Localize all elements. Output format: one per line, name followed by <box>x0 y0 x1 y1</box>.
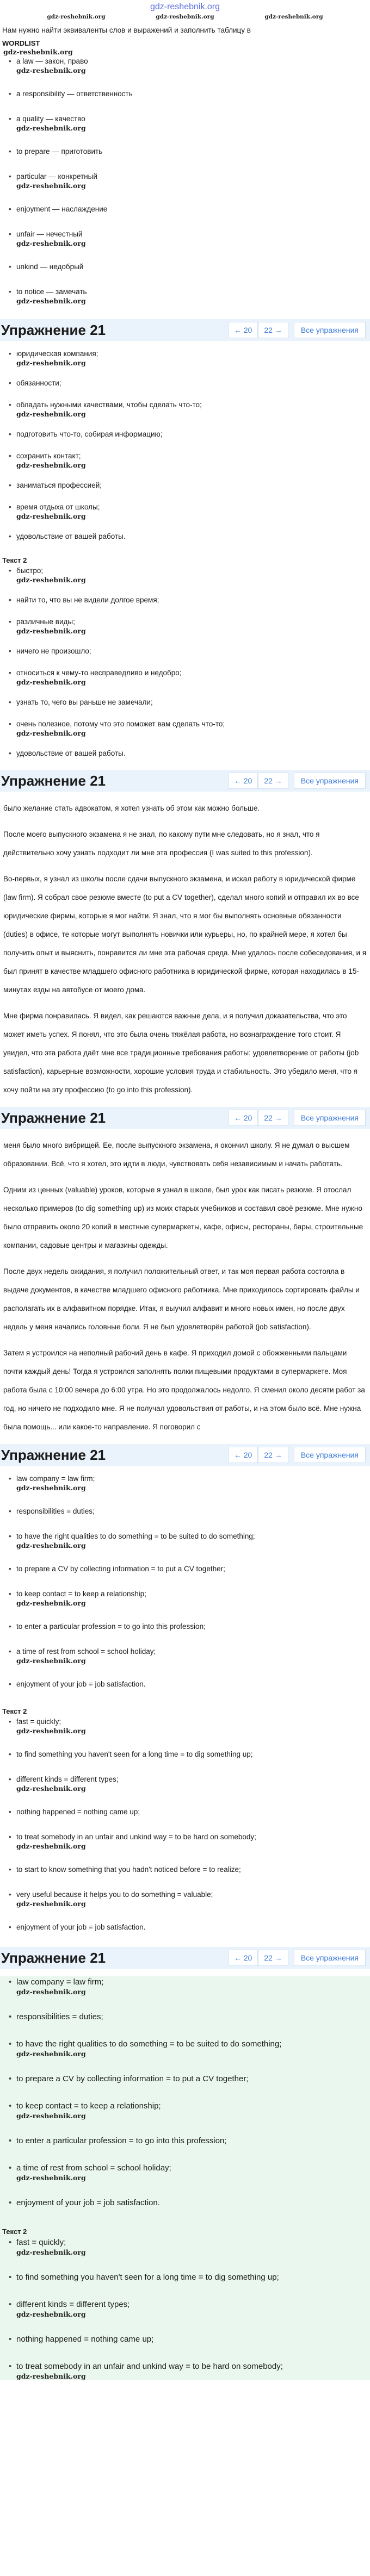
exercise-title: Упражнение 21 <box>1 1949 106 1966</box>
list-item <box>8 1621 370 1632</box>
list-item <box>8 1749 370 1760</box>
wordlist-label: WORDLIST <box>2 39 40 47</box>
next-exercise-button[interactable]: 22 → <box>258 322 288 338</box>
exercise-nav-banner <box>0 1444 370 1466</box>
list-item <box>8 56 370 74</box>
list-item-text: to start to know something that you hadn't noticed before = to realize; <box>16 1865 241 1874</box>
list-item <box>8 697 370 708</box>
list-item-text: to have the right qualities to do something = to be suited to do something; <box>16 1532 255 1540</box>
list-item <box>8 2334 370 2345</box>
list-item-text: to prepare a CV by collecting information = to put a CV together; <box>16 1565 225 1573</box>
list-item-text: different kinds = different types; <box>16 2300 130 2309</box>
watermark: gdz-reshebnik.org <box>16 359 86 367</box>
watermark: gdz-reshebnik.org <box>16 576 86 584</box>
list-item <box>8 1679 370 1690</box>
pager <box>228 1447 366 1463</box>
list-item <box>8 2011 370 2023</box>
pager <box>228 1110 366 1126</box>
prev-exercise-button[interactable]: ← 20 <box>228 1110 258 1126</box>
list-item <box>8 480 370 491</box>
list-item <box>8 2272 370 2283</box>
watermark: gdz-reshebnik.org <box>16 512 86 520</box>
list-item <box>8 2197 370 2209</box>
list-item <box>8 2073 370 2085</box>
list-item-text: to keep contact = to keep a relationship; <box>16 1590 147 1598</box>
paragraph: было желание стать адвокатом, я хотел узнать об этом как можно больше. <box>3 804 260 812</box>
exercise-nav-banner <box>0 319 370 341</box>
paragraph: меня было много вибрищей. Ее, после выпускного экзамена, я окончил школу. Я не думал о высшем образовании. Всё, что я хотел, это идти в люди, чувствовать себя независимым и начать работать. <box>3 1141 350 1168</box>
watermark: gdz-reshebnik.org <box>3 48 73 56</box>
list-item-text: удовольствие от вашей работы. <box>16 532 126 540</box>
text2-label: Текст 2 <box>2 556 27 564</box>
text1-list <box>0 349 370 542</box>
exercise-nav-banner <box>0 1107 370 1129</box>
list-item <box>8 646 370 657</box>
list-item-text: найти то, что вы не видели долгое время; <box>16 596 159 604</box>
list-item-text: очень полезное, потому что это поможет вам сделать что-то; <box>16 720 225 728</box>
list-item-text: to prepare — приготовить <box>16 147 103 155</box>
watermark: gdz-reshebnik.org <box>16 297 86 305</box>
list-item-text: to treat somebody in an unfair and unkind way = to be hard on somebody; <box>16 1833 256 1841</box>
list-item <box>8 1716 370 1735</box>
list-item-text: fast = quickly; <box>16 1718 61 1726</box>
wordlist <box>0 56 370 305</box>
watermark: gdz-reshebnik.org <box>16 1599 86 1607</box>
exercise-title: Упражнение 21 <box>1 1109 106 1126</box>
list-item-text: ничего не произошло; <box>16 647 91 655</box>
exercise-nav-banner <box>0 770 370 792</box>
watermark: gdz-reshebnik.org <box>16 66 86 74</box>
watermark: gdz-reshebnik.org <box>16 678 86 686</box>
list-item-text: обладать нужными качествами, чтобы сделать что-то; <box>16 401 202 409</box>
list-item-text: unkind — недобрый <box>16 263 84 271</box>
list-item-text: to enter a particular profession = to go into this profession; <box>16 1622 206 1631</box>
exercise-nav-banner <box>0 1947 370 1969</box>
list-item-text: nothing happened = nothing came up; <box>16 1808 140 1816</box>
list-item-text: a time of rest from school = school holiday; <box>16 2163 171 2173</box>
story-part-2 <box>0 1136 370 1436</box>
watermark: gdz-reshebnik.org <box>16 1657 86 1665</box>
list-item <box>8 287 370 305</box>
list-item-text: a quality — качество <box>16 115 85 123</box>
watermark: gdz-reshebnik.org <box>16 1842 86 1850</box>
list-item <box>8 1807 370 1818</box>
answers-text2 <box>0 1716 370 1933</box>
list-item <box>8 2237 370 2256</box>
list-item <box>8 595 370 606</box>
pager <box>228 1950 366 1966</box>
list-item <box>8 378 370 389</box>
list-item-text: enjoyment of your job = job satisfaction. <box>16 2198 160 2207</box>
list-item <box>8 1976 370 1996</box>
all-exercises-button[interactable]: Все упражнения <box>294 773 366 789</box>
prev-exercise-button[interactable]: ← 20 <box>228 773 258 789</box>
list-item <box>8 1646 370 1665</box>
list-item <box>8 1922 370 1933</box>
watermark: gdz-reshebnik.org <box>16 1727 86 1735</box>
list-item-text: to keep contact = to keep a relationship; <box>16 2101 161 2111</box>
pager <box>228 322 366 338</box>
list-item-text: обязанности; <box>16 379 61 387</box>
text2-list <box>0 565 370 759</box>
all-exercises-button[interactable]: Все упражнения <box>294 322 366 338</box>
list-item <box>8 2299 370 2318</box>
answers-text2-highlighted <box>0 2237 370 2380</box>
watermark: gdz-reshebnik.org <box>16 2112 86 2120</box>
highlighted-answers <box>0 1976 370 2380</box>
list-item-text: юридическая компания; <box>16 350 98 358</box>
all-exercises-button[interactable]: Все упражнения <box>294 1110 366 1126</box>
next-exercise-button[interactable]: 22 → <box>258 1950 288 1966</box>
list-item-text: very useful because it helps you to do something = valuable; <box>16 1890 213 1899</box>
list-item <box>8 531 370 542</box>
paragraph: После двух недель ожидания, я получил положительный ответ, и так моя первая работа состояла в выдаче документов, в качестве младшего офисного работника. Мне приходилось сортировать файлы и располагать их в алфавитном порядке. Итак, я выучил алфавит и много новых имен, но после двух недель у меня начались головные боли. Я не был удовлетворён работой (job satisfaction). <box>3 1267 360 1331</box>
list-item <box>8 2100 370 2120</box>
list-item-text: nothing happened = nothing came up; <box>16 2335 154 2344</box>
all-exercises-button[interactable]: Все упражнения <box>294 1950 366 1966</box>
list-item-text: a responsibility — ответственность <box>16 90 133 98</box>
next-exercise-button[interactable]: 22 → <box>258 773 288 789</box>
watermark: gdz-reshebnik.org <box>16 239 86 247</box>
list-item <box>8 2135 370 2147</box>
list-item <box>8 502 370 520</box>
list-item <box>8 451 370 469</box>
answers-text1-highlighted <box>0 1976 370 2209</box>
list-item <box>8 400 370 418</box>
list-item-text: to prepare a CV by collecting information = to put a CV together; <box>16 2074 249 2083</box>
watermark: gdz-reshebnik.org <box>16 461 86 469</box>
watermark: gdz-reshebnik.org <box>16 410 86 418</box>
watermark: gdz-reshebnik.org <box>16 2310 86 2318</box>
watermark: gdz-reshebnik.org <box>16 2372 86 2380</box>
paragraph: Во-первых, я узнал из школы после сдачи выпускного экзамена, и искал работу в юридической фирме (law firm). Я собрал свое резюме вместе (to put a CV together), сделал много копий и отправил их во все юридические фирмы, которые я мог найти. Я знал, что я мог бы выполнять основные обязанности (duties) в офисе, те которые могут выполнять новички или курьеры, но, по крайней мере, я хотел бы получить опыт и выяснить, понравится ли мне эта рабочая среда. Мне удалось после собеседования, и я был принят в качестве младшего офисного работника в юридической фирме, которая находилась в 15-минутах езды на автобусе от моего дома. <box>3 875 367 994</box>
list-item-text: unfair — нечестный <box>16 230 83 238</box>
next-exercise-button[interactable]: 22 → <box>258 1110 288 1126</box>
list-item <box>8 262 370 272</box>
list-item <box>8 1564 370 1575</box>
watermark: gdz-reshebnik.org <box>16 182 86 190</box>
list-item <box>8 1473 370 1492</box>
watermark: gdz-reshebnik.org <box>16 1484 86 1492</box>
exercise-title: Упражнение 21 <box>1 772 106 789</box>
list-item-text: узнать то, чего вы раньше не замечали; <box>16 698 153 706</box>
list-item-text: относиться к чему-то несправедливо и недобро; <box>16 669 182 677</box>
list-item <box>8 565 370 584</box>
list-item-text: сохранить контакт; <box>16 452 81 460</box>
story-part-1 <box>0 799 370 1099</box>
watermark: gdz-reshebnik.org <box>16 1988 86 1996</box>
watermark: gdz-reshebnik.org <box>47 14 106 20</box>
paragraph: Затем я устроился на неполный рабочий день в кафе. Я приходил домой с обожженными пальцами почти каждый день! Тогда я устроился заполнять полки пищевыми продуктами в супермаркете. Моя работа была с 10:00 вечера до 6:00 утра. Но это продолжалось недолго. Я сменил около десяти работ за год, но ничего не подходило мне. Я не получал удовольствия от работы, и на этом было всё. Мне нужна была помощь... или какое-то направление. Я поговорил с <box>3 1349 365 1431</box>
watermark: gdz-reshebnik.org <box>16 1541 86 1550</box>
watermark: gdz-reshebnik.org <box>16 1900 86 1908</box>
list-item-text: подготовить что-то, собирая информацию; <box>16 430 163 438</box>
watermark: gdz-reshebnik.org <box>16 124 86 132</box>
watermark: gdz-reshebnik.org <box>264 14 323 20</box>
list-item <box>8 2038 370 2058</box>
watermark: gdz-reshebnik.org <box>16 729 86 737</box>
list-item <box>8 114 370 132</box>
list-item <box>8 1531 370 1550</box>
text2-label: Текст 2 <box>2 1707 27 1715</box>
watermark: gdz-reshebnik.org <box>16 1784 86 1793</box>
list-item-text: law company = law firm; <box>16 1977 104 1987</box>
list-item-text: to find something you haven't seen for a long time = to dig something up; <box>16 1750 253 1758</box>
list-item <box>8 1506 370 1517</box>
watermark: gdz-reshebnik.org <box>156 14 214 20</box>
all-exercises-button[interactable]: Все упражнения <box>294 1447 366 1463</box>
paragraph: Мне фирма понравилась. Я видел, как решаются важные дела, и я получил доказательства, что это может иметь успех. Я понял, что это была очень тяжёлая работа, но вознаграждение того стоит. Я увидел, что эта работа даёт мне все традиционные требования работы: удовлетворение от работы (job satisfaction), карьерные возможности, хорошие условия труда и стабильность. Это убедило меня, что я хочу пойти на эту профессию (to go into this profession). <box>3 1012 359 1094</box>
list-item-text: a law — закон, право <box>16 57 88 65</box>
list-item-text: particular — конкретный <box>16 172 97 181</box>
list-item-text: enjoyment of your job = job satisfaction. <box>16 1680 146 1688</box>
pager <box>228 773 366 789</box>
intro-text: Нам нужно найти эквиваленты слов и выражений и заполнить таблицу в <box>2 26 251 34</box>
prev-exercise-button[interactable]: ← 20 <box>228 1447 258 1463</box>
list-item-text: to find something you haven't seen for a long time = to dig something up; <box>16 2273 279 2282</box>
watermark-row <box>0 13 370 21</box>
list-item-text: время отдыха от школы; <box>16 503 100 511</box>
list-item-text: быстро; <box>16 567 44 575</box>
watermark: gdz-reshebnik.org <box>16 2174 86 2182</box>
list-item <box>8 89 370 99</box>
list-item <box>8 171 370 190</box>
watermark: gdz-reshebnik.org <box>16 2248 86 2256</box>
list-item <box>8 429 370 440</box>
paragraph: Одним из ценных (valuable) уроков, которые я узнал в школе, был урок как писать резюме. Я отослал несколько примеров (to dig something up) из моих старых учебников и составил своё резюме. Мне нужно было отправить около 20 копий в местные супермаркеты, кафе, офисы, рестораны, бары, строительные компании, садовые центры и магазины одежды. <box>3 1186 363 1249</box>
list-item-text: enjoyment of your job = job satisfaction. <box>16 1923 146 1931</box>
list-item <box>8 1889 370 1908</box>
list-item <box>8 349 370 367</box>
list-item-text: different kinds = different types; <box>16 1775 119 1783</box>
exercise-title: Упражнение 21 <box>1 321 106 338</box>
list-item <box>8 229 370 247</box>
next-exercise-button[interactable]: 22 → <box>258 1447 288 1463</box>
watermark: gdz-reshebnik.org <box>16 627 86 635</box>
list-item <box>8 617 370 635</box>
list-item <box>8 1864 370 1875</box>
site-link[interactable]: gdz-reshebnik.org <box>150 2 220 11</box>
list-item <box>8 748 370 759</box>
list-item <box>8 719 370 737</box>
list-item <box>8 2361 370 2380</box>
list-item-text: удовольствие от вашей работы. <box>16 749 126 757</box>
list-item <box>8 668 370 686</box>
list-item <box>8 1589 370 1607</box>
list-item-text: различные виды; <box>16 618 75 626</box>
list-item-text: заниматься профессией; <box>16 481 102 489</box>
prev-exercise-button[interactable]: ← 20 <box>228 1950 258 1966</box>
text2-label: Текст 2 <box>2 2227 27 2236</box>
list-item-text: responsibilities = duties; <box>16 1507 95 1515</box>
list-item-text: fast = quickly; <box>16 2238 66 2247</box>
list-item-text: responsibilities = duties; <box>16 2012 103 2021</box>
list-item-text: law company = law firm; <box>16 1474 95 1483</box>
exercise-title: Упражнение 21 <box>1 1446 106 1463</box>
prev-exercise-button[interactable]: ← 20 <box>228 322 258 338</box>
list-item <box>8 204 370 215</box>
list-item-text: a time of rest from school = school holiday; <box>16 1647 156 1656</box>
list-item-text: to notice — замечать <box>16 288 87 296</box>
paragraph: После моего выпускного экзамена я не знал, по какому пути мне следовать, но я знал, что я действительно хочу узнать подходит ли мне эта профессия (I was suited to this profession). <box>3 830 320 857</box>
watermark: gdz-reshebnik.org <box>16 2050 86 2058</box>
list-item <box>8 146 370 157</box>
list-item-text: enjoyment — наслаждение <box>16 205 108 213</box>
list-item-text: to have the right qualities to do something = to be suited to do something; <box>16 2039 282 2049</box>
list-item <box>8 1774 370 1793</box>
list-item <box>8 2162 370 2182</box>
list-item-text: to enter a particular profession = to go into this profession; <box>16 2136 227 2145</box>
answers-text1 <box>0 1473 370 1690</box>
list-item <box>8 1832 370 1850</box>
list-item-text: to treat somebody in an unfair and unkind way = to be hard on somebody; <box>16 2362 283 2371</box>
